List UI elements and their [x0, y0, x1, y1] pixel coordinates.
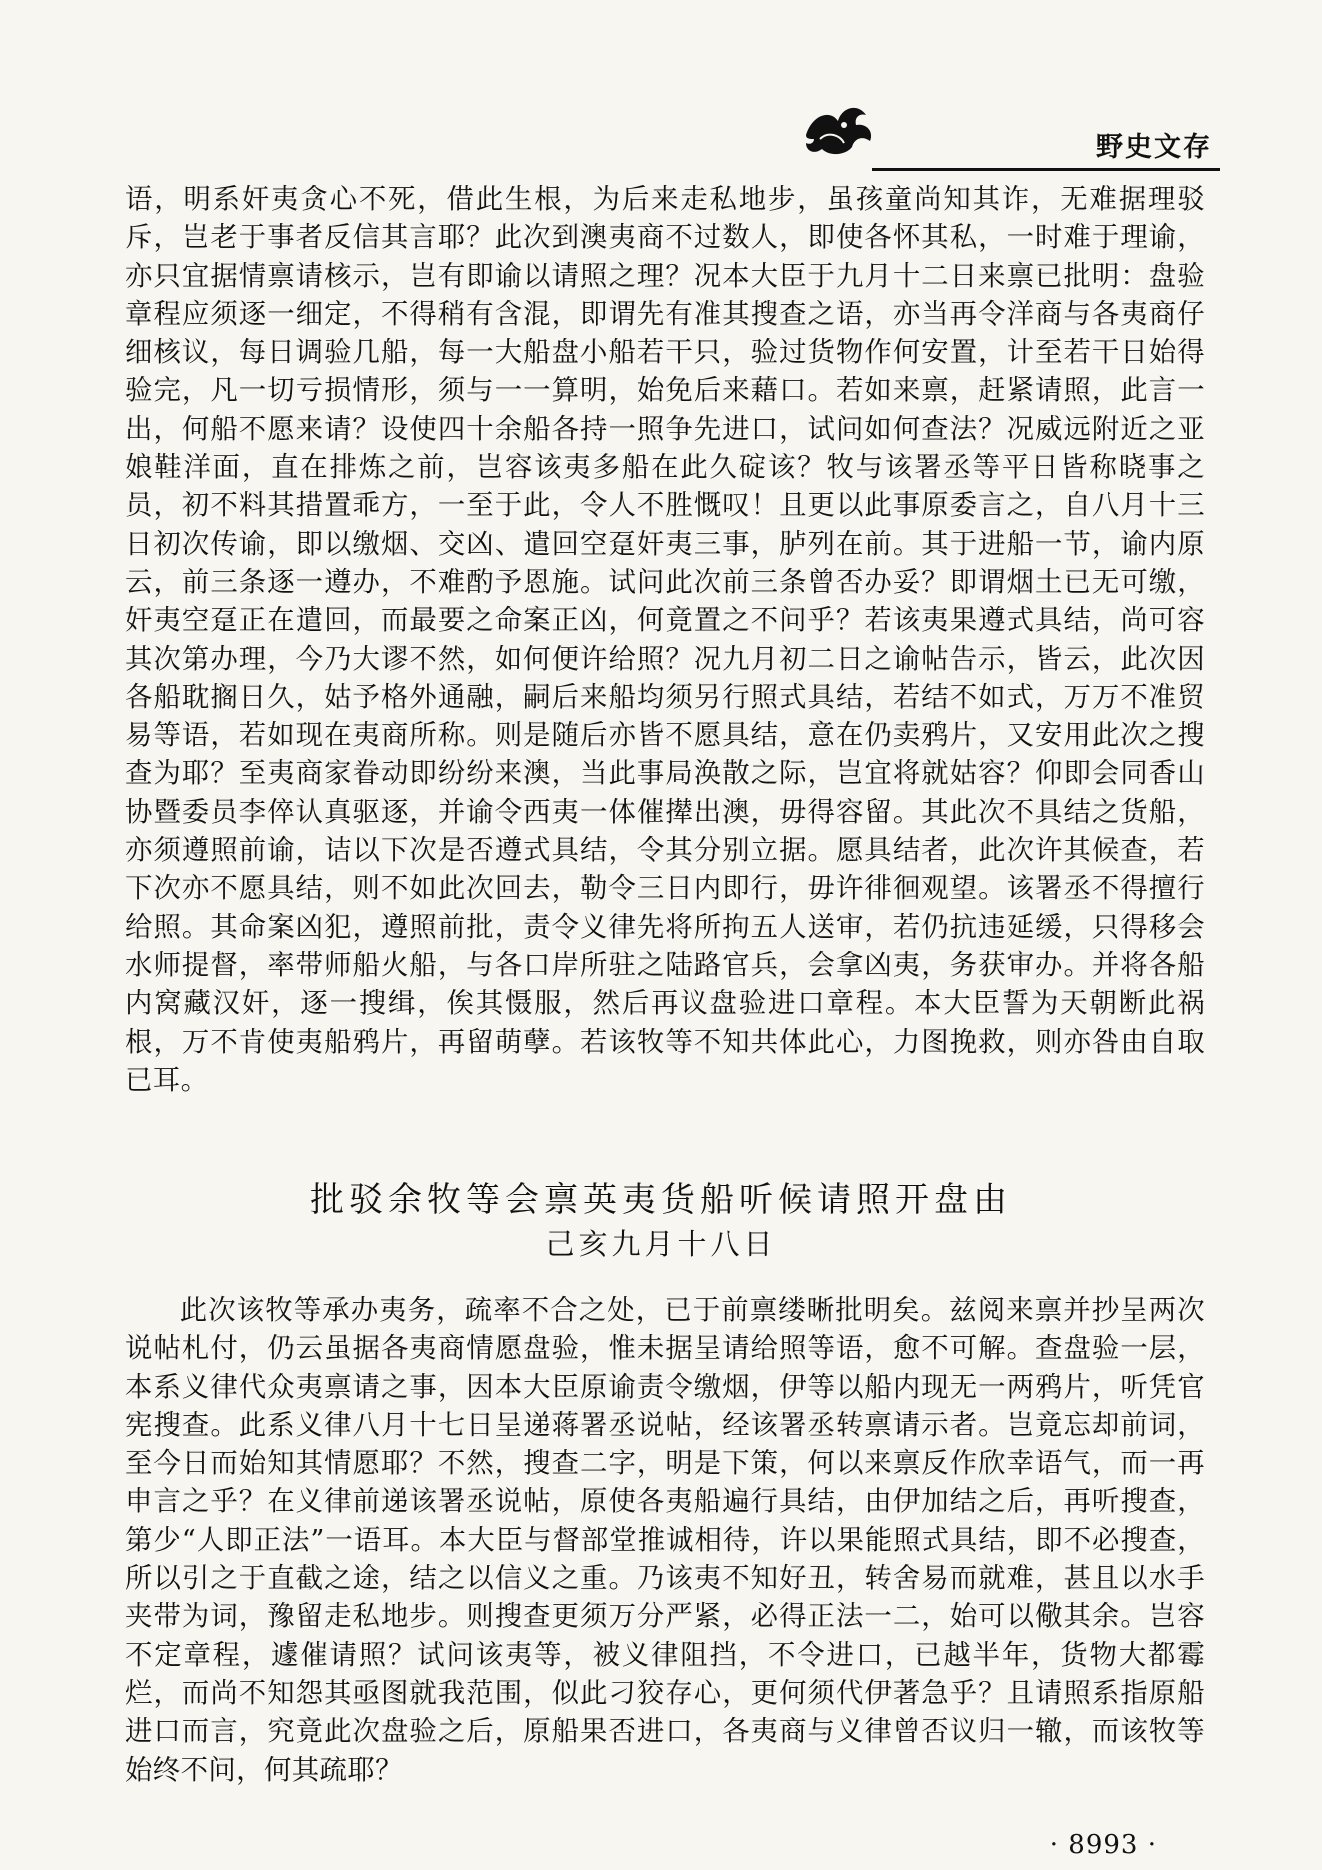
section-date: 己亥九月十八日 [545, 1227, 777, 1261]
section-paragraph: 此次该牧等承办夷务，疏率不合之处，已于前禀缕晰批明矣。兹阅来禀并抄呈两次说帖札付，仍云虽据各夷商情愿盘验，惟未据呈请给照等语，愈不可解。查盘验一层，本系义律代众夷禀请之事，因本大臣原谕责令缴烟，伊等以船内现无一两鸦片，听凭官宪搜查。此系义律八月十七日呈递蒋署丞说帖，经该署丞转禀请示者。岂竟忘却前词，至今日而始知其情愿耶？不然，搜查二字，明是下策，何以来禀反作欣幸语气，而一再申言之乎？在义律前递该署丞说帖，原使各夷船遍行具结，由伊加结之后，再听搜查，第少“人即正法”一语耳。本大臣与督部堂推诚相待，许以果能照式具结，即不必搜查，所以引之于直截之途，结之以信义之重。乃该夷不知好丑，转舍易而就难，甚且以水手夹带为词，豫留走私地步。则搜查更须万分严紧，必得正法一二，始可以儆其余。岂容不定章程，遽催请照？试问该夷等，被义律阻挡，不令进口，已越半年，货物大都霉烂，而尚不知怨其亟图就我范围，似此刁狡存心，更何须代伊著急乎？且请照系指原船进口而言，究竟此次盘验之后，原船果否进口，各夷商与义律曾否议归一辙，而该牧等始终不问，何其疏耶？ [125, 1295, 1205, 1786]
running-header [800, 95, 1220, 165]
dragon-emblem-icon [800, 95, 880, 165]
series-title: 野史文存 [1096, 132, 1212, 163]
continuation-text [125, 181, 1205, 1100]
section-title: 批驳余牧等会禀英夷货船听候请照开盘由 [310, 1180, 1012, 1220]
continuation-paragraph: 语，明系奸夷贪心不死，借此生根，为后来走私地步，虽孩童尚知其诈，无难据理驳斥，岂老于事者反信其言耶？此次到澳夷商不过数人，即使各怀其私，一时难于理谕，亦只宜据情禀请核示，岂有即谕以请照之理？况本大臣于九月十二日来禀已批明：盘验章程应须逐一细定，不得稍有含混，即谓先有准其搜查之语，亦当再令洋商与各夷商仔细核议，每日调验几船，每一大船盘小船若干只，验过货物作何安置，计至若干日始得验完，凡一切亏损情形，须与一一算明，始免后来藉口。若如来禀，赶紧请照，此言一出，何船不愿来请？设使四十余船各持一照争先进口，试问如何查法？况威远附近之亚娘鞋洋面，直在排炼之前，岂容该夷多船在此久碇该？牧与该署丞等平日皆称晓事之员，初不料其措置乖方，一至于此，令人不胜慨叹！且更以此事原委言之，自八月十三日初次传谕，即以缴烟、交凶、遣回空趸奸夷三事，胪列在前。其于进船一节，谕内原云，前三条逐一遵办，不难酌予恩施。试问此次前三条曾否办妥？即谓烟土已无可缴，奸夷空趸正在遣回，而最要之命案正凶，何竟置之不问乎？若该夷果遵式具结，尚可容其次第办理，今乃大谬不然，如何便许给照？况九月初二日之谕帖告示，皆云，此次因各船耽搁日久，姑予格外通融，嗣后来船均须另行照式具结，若结不如式，万万不准贸易等语，若如现在夷商所称。则是随后亦皆不愿具结，意在仍卖鸦片，又安用此次之搜查为耶？至夷商家眷动即纷纷来澳，当此事局涣散之际，岂宜将就姑容？仰即会同香山协暨委员李倅认真驱逐，并谕令西夷一体催撵出澳，毋得容留。其此次不具结之货船，亦须遵照前谕，诘以下次是否遵式具结，令其分别立据。愿具结者，此次许其候查，若下次亦不愿具结，则不如此次回去，勒令三日内即行，毋许徘徊观望。该署丞不得擅行给照。其命案凶犯，遵照前批，责令义律先将所拘五人送审，若仍抗违延缓，只得移会水师提督，率带师船火船，与各口岸所驻之陆路官兵，会拿凶夷，务获审办。并将各船内窝藏汉奸，逐一搜缉，俟其慑服，然后再议盘验进口章程。本大臣誓为天朝断此祸根，万不肯使夷船鸦片，再留萌孽。若该牧等不知共体此心，力图挽救，则亦咎由自取已耳。 [125, 184, 1205, 1096]
section-text [125, 1292, 1205, 1790]
page-number: · 8993 · [1049, 1830, 1157, 1860]
header-rule [872, 168, 1220, 171]
